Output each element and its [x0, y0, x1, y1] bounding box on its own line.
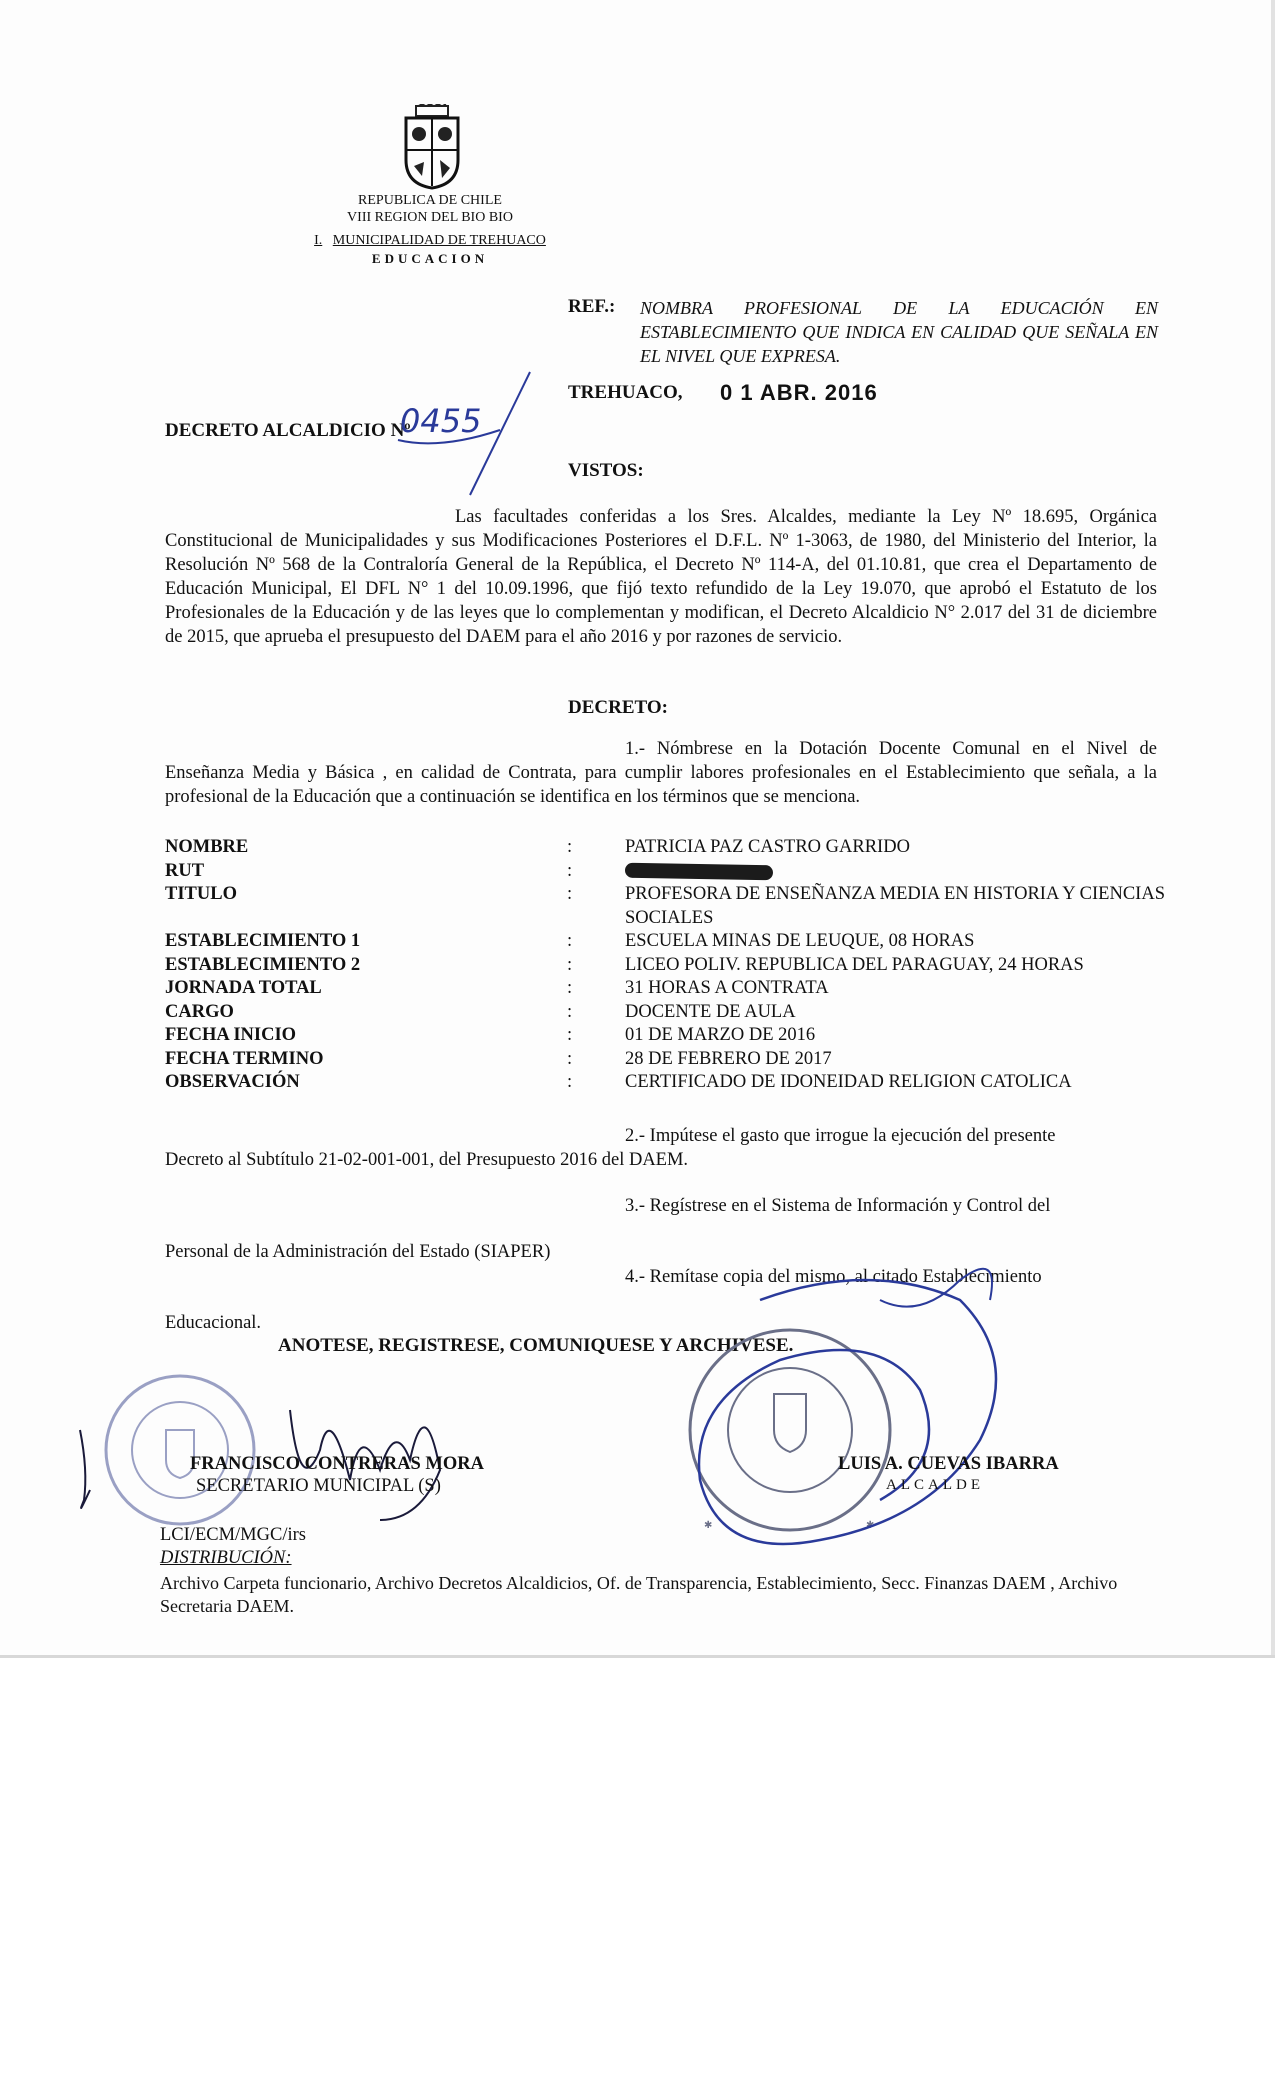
field-row-cargo	[165, 1001, 1165, 1025]
municipal-seal-right	[680, 1320, 900, 1540]
field-label: JORNADA TOTAL	[165, 978, 322, 998]
signer-left-name: FRANCISCO CONTRERAS MORA	[190, 1454, 484, 1474]
field-colon: :	[567, 1001, 573, 1022]
field-label: NOMBRE	[165, 837, 249, 857]
field-row-fecha-termino	[165, 1048, 1165, 1072]
closing-formula: ANOTESE, REGISTRESE, COMUNIQUESE Y ARCHIVESE.	[278, 1335, 794, 1356]
header-republic: REPUBLICA DE CHILE	[358, 193, 502, 208]
date-stamp: 0 1 ABR. 2016	[720, 380, 878, 405]
field-colon: :	[567, 931, 573, 951]
decree-number-handwritten: 0455	[400, 402, 482, 440]
svg-text:✱: ✱	[866, 1520, 875, 1531]
redaction-mark	[625, 862, 773, 880]
field-label: CARGO	[165, 1001, 234, 1022]
field-row-nombre	[165, 836, 1165, 860]
vistos-label: VISTOS:	[568, 460, 644, 481]
ref-text: NOMBRA PROFESIONAL DE LA EDUCACIÓN EN ESTABLECIMIENTO QUE INDICA EN CALIDAD QUE SEÑALA EN EL NIVEL QUE EXPRESA.	[640, 298, 1158, 366]
vistos-paragraph: Las facultades conferidas a los Sres. Alcaldes, mediante la Ley Nº 18.695, Orgánica Constitucional de Municipalidades y sus Modificaciones Posteriores el D.F.L. Nº 1-3063, de 1980, del Ministerio del Interior, la Resolución Nº 568 de la Contraloría General de la República, el Decreto Nº 114-A, del 01.10.81, que crea el Departamento de Educación Municipal, El DFL N° 1 del 10.09.1996, que fijó texto refundido de la Ley 19.070, que aprobó el Estatuto de los Profesionales de la Educación y de las leyes que lo complementan y modifican, el Decreto Alcaldicio N° 2.017 del 31 de diciembre de 2015, que aprueba el presupuesto del DAEM para el año 2016 y por razones de servicio.	[165, 507, 1157, 647]
header-municipality-text: MUNICIPALIDAD DE TREHUACO	[332, 233, 546, 248]
signer-left-role: SECRETARIO MUNICIPAL (S)	[196, 1476, 441, 1496]
field-value: PATRICIA PAZ CASTRO GARRIDO	[625, 837, 910, 857]
field-value: 01 DE MARZO DE 2016	[625, 1025, 816, 1045]
field-row-observacion	[165, 1071, 1165, 1095]
header-municipality-prefix: I.	[314, 233, 323, 248]
reference-initials: LCI/ECM/MGC/irs	[160, 1525, 306, 1545]
field-value: DOCENTE DE AULA	[625, 1001, 796, 1022]
field-label: OBSERVACIÓN	[165, 1072, 300, 1092]
item-3-lead: 3.- Regístrese en el Sistema de Información y Control del	[625, 1196, 1051, 1216]
item-2-lead: 2.- Impútese el gasto que irrogue la ejecución del presente	[625, 1126, 1056, 1146]
header-region: VIII REGION DEL BIO BIO	[347, 210, 513, 225]
distribution-text: Archivo Carpeta funcionario, Archivo Decretos Alcaldicios, Of. de Transparencia, Establecimiento, Secc. Finanzas DAEM , Archivo Secretaria DAEM.	[160, 1573, 1118, 1616]
field-label: FECHA INICIO	[165, 1025, 297, 1045]
header-department: EDUCACION	[371, 251, 489, 266]
field-label: ESTABLECIMIENTO 1	[165, 931, 361, 951]
signer-right-name: LUIS A. CUEVAS IBARRA	[838, 1454, 1059, 1474]
decree-label: DECRETO ALCALDICIO Nº	[165, 420, 411, 441]
item-2	[165, 1124, 1157, 1172]
field-value: 28 DE FEBRERO DE 2017	[625, 1048, 832, 1069]
field-label: RUT	[165, 860, 205, 881]
coat-of-arms-icon	[402, 104, 462, 190]
field-colon: :	[567, 860, 573, 881]
field-row-titulo	[165, 883, 1165, 930]
item-4-lead: 4.- Remítase copia del mismo, al citado Establecimiento	[625, 1267, 1042, 1287]
field-value: LICEO POLIV. REPUBLICA DEL PARAGUAY, 24 HORAS	[625, 954, 1084, 975]
field-label: TITULO	[165, 884, 237, 904]
field-colon: :	[567, 954, 573, 975]
decreto-label: DECRETO:	[568, 697, 668, 718]
field-value: PROFESORA DE ENSEÑANZA MEDIA EN HISTORIA Y CIENCIAS SOCIALES	[625, 884, 1165, 928]
item-3-rest: Personal de la Administración del Estado (SIAPER)	[165, 1242, 551, 1262]
field-colon: :	[567, 1048, 573, 1069]
svg-text:✱: ✱	[704, 1520, 713, 1531]
field-value: ESCUELA MINAS DE LEUQUE, 08 HORAS	[625, 931, 975, 951]
page-edge-shadow	[1271, 0, 1275, 1655]
ref-label: REF.:	[568, 296, 616, 317]
field-label: FECHA TERMINO	[165, 1048, 324, 1069]
field-colon: :	[567, 837, 573, 857]
field-label: ESTABLECIMIENTO 2	[165, 954, 361, 975]
field-row-jornada	[165, 977, 1165, 1001]
field-colon: :	[567, 1072, 573, 1092]
municipal-seal-left	[100, 1370, 260, 1530]
item-3	[165, 1194, 1157, 1264]
header-municipality	[260, 232, 600, 249]
item-4	[165, 1265, 1157, 1335]
item-2-rest: Decreto al Subtítulo 21-02-001-001, del Presupuesto 2016 del DAEM.	[165, 1150, 689, 1170]
field-value: CERTIFICADO DE IDONEIDAD RELIGION CATOLICA	[625, 1072, 1072, 1092]
field-colon: :	[567, 978, 573, 998]
field-value: 31 HORAS A CONTRATA	[625, 978, 829, 998]
item-4-rest: Educacional.	[165, 1313, 262, 1333]
item-1-paragraph: 1.- Nómbrese en la Dotación Docente Comunal en el Nivel de Enseñanza Media y Básica , en calidad de Contrata, para cumplir labores profesionales en el Establecimiento que señala, a la profesional de la Educación que a continuación se identifica en los términos que se menciona.	[165, 739, 1157, 807]
field-row-rut	[165, 860, 1165, 884]
field-row-establecimiento-1	[165, 930, 1165, 954]
distribution-label: DISTRIBUCIÓN:	[160, 1548, 292, 1568]
field-colon: :	[567, 884, 573, 904]
field-row-establecimiento-2	[165, 954, 1165, 978]
field-colon: :	[567, 1025, 573, 1045]
appointment-fields	[165, 836, 1165, 1095]
signer-right-role: ALCALDE	[886, 1477, 984, 1493]
field-value-redacted	[625, 860, 1165, 884]
field-row-fecha-inicio	[165, 1024, 1165, 1048]
place-label: TREHUACO,	[568, 382, 683, 403]
